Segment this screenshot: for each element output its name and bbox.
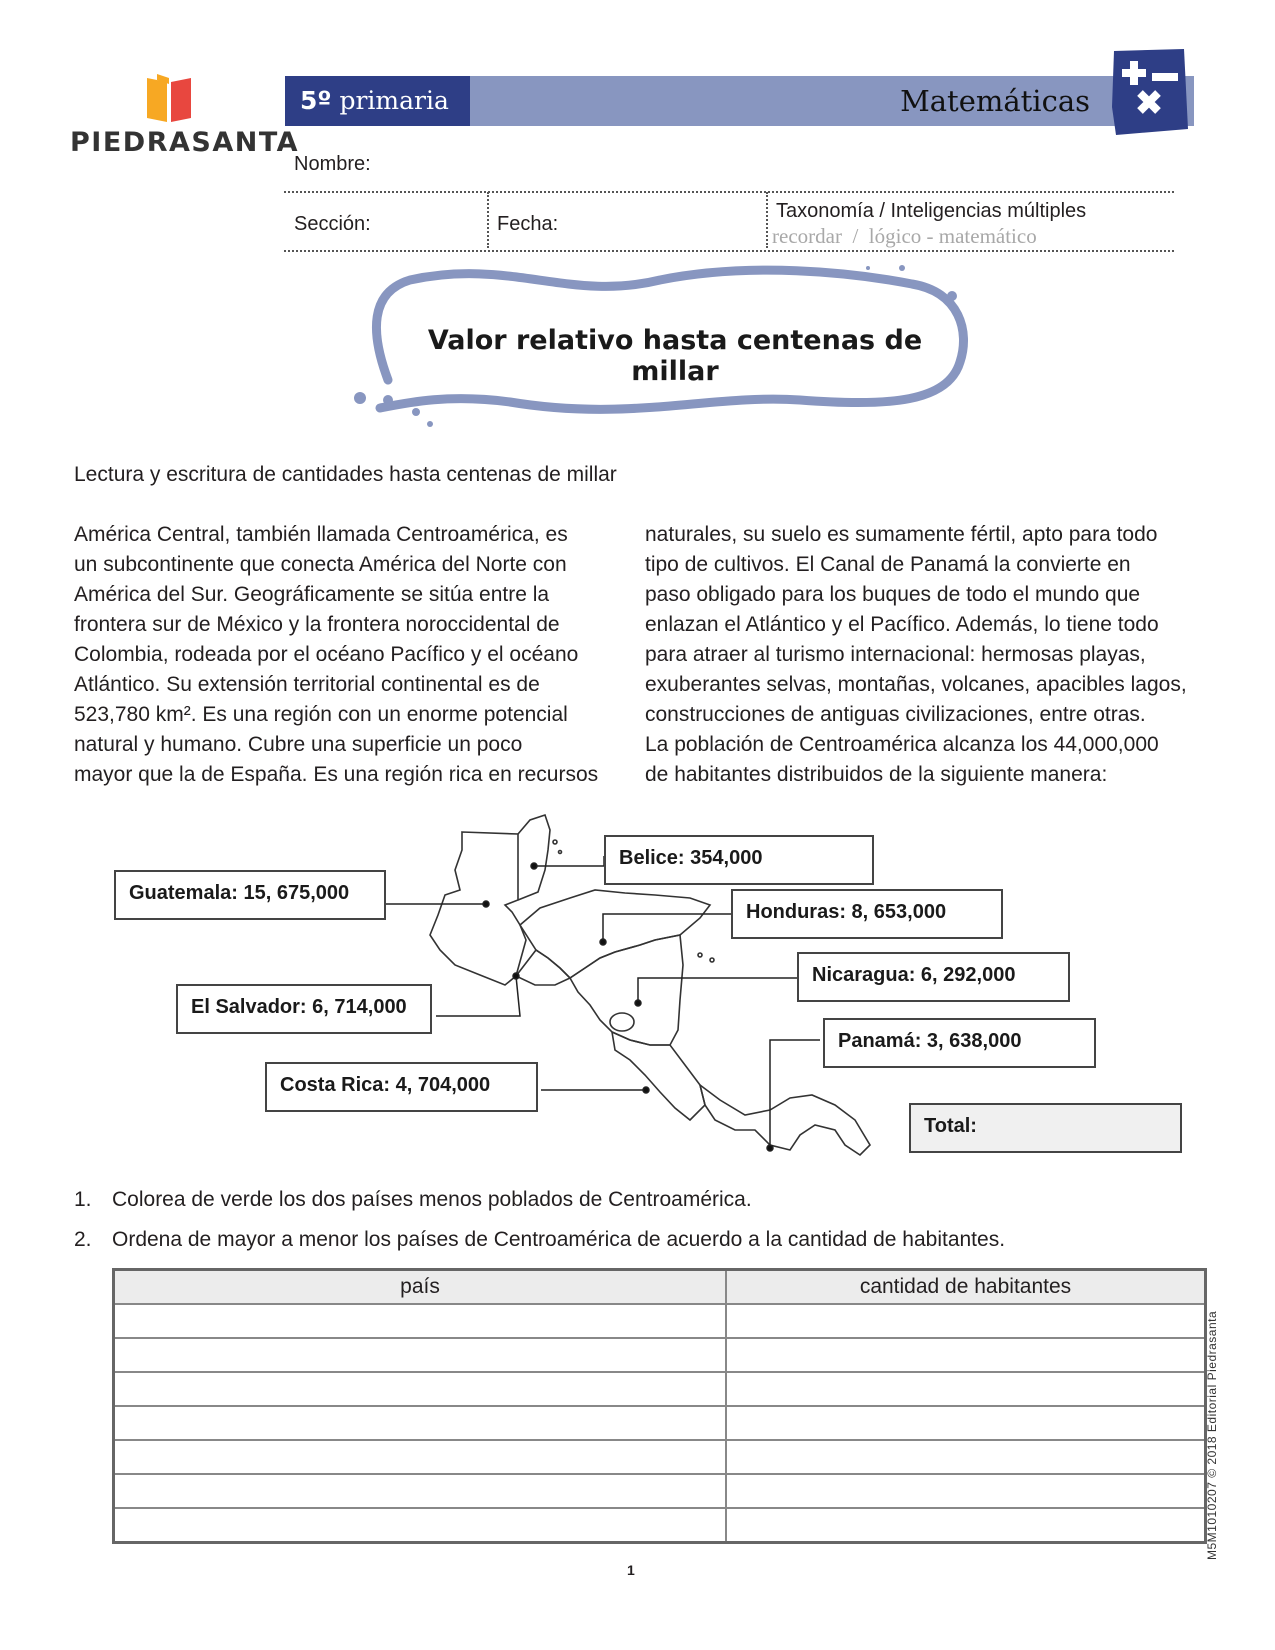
brand-name: PIEDRASANTA — [70, 127, 300, 158]
plus-minus-times-icon — [1108, 47, 1190, 137]
panama-outline — [700, 1085, 870, 1155]
piedrasanta-logo-icon — [143, 72, 195, 124]
fecha-label: Fecha: — [497, 213, 559, 235]
divider-line — [766, 192, 768, 248]
page-title: Valor relativo hasta centenas de millar — [427, 325, 923, 387]
habitantes-cell[interactable] — [726, 1508, 1206, 1543]
habitantes-cell[interactable] — [726, 1406, 1206, 1440]
text-line: La población de Centroamérica alcanza los 44,000,000 — [645, 733, 1159, 756]
label-panama: Panamá: 3, 638,000 — [823, 1018, 1096, 1068]
answer-table — [112, 1268, 1207, 1544]
pais-cell[interactable] — [114, 1474, 727, 1508]
text-line: enlazan el Atlántico y el Pacífico. Además, lo tiene todo — [645, 613, 1159, 636]
page-number: 1 — [627, 1562, 635, 1578]
activity-2 — [74, 1228, 1006, 1252]
total-field[interactable]: Total: — [909, 1103, 1182, 1153]
activity-text: Colorea de verde los dos países menos poblados de Centroamérica. — [112, 1188, 752, 1211]
activity-number: 1. — [74, 1188, 92, 1211]
activity-text: Ordena de mayor a menor los países de Centroamérica de acuerdo a la cantidad de habitantes. — [112, 1228, 1006, 1251]
grade-word: primaria — [339, 86, 449, 115]
table-header-row — [114, 1270, 1206, 1305]
nombre-label: Nombre: — [294, 153, 371, 175]
label-belice: Belice: 354,000 — [604, 835, 874, 885]
reading-left-column — [74, 520, 614, 790]
costa-rica-outline — [612, 1032, 705, 1120]
table-row — [114, 1338, 1206, 1372]
honduras-outline — [520, 890, 710, 978]
text-line: exuberantes selvas, montañas, volcanes, apacibles lagos, — [645, 673, 1187, 696]
pais-cell[interactable] — [114, 1304, 727, 1338]
activity-number: 2. — [74, 1228, 92, 1251]
text-line: Colombia, rodeada por el océano Pacífico y el océano — [74, 643, 579, 666]
column-header-habitantes: cantidad de habitantes — [726, 1270, 1206, 1305]
nicaragua-outline — [570, 935, 683, 1045]
pais-cell[interactable] — [114, 1440, 727, 1474]
label-costa-rica: Costa Rica: 4, 704,000 — [265, 1062, 538, 1112]
habitantes-cell[interactable] — [726, 1372, 1206, 1406]
divider-line — [284, 191, 1174, 193]
habitantes-cell[interactable] — [726, 1474, 1206, 1508]
text-line: un subcontinente que conecta América del Norte con — [74, 553, 567, 576]
text-line: construcciones de antiguas civilizaciones, entre otras. — [645, 703, 1146, 726]
taxonomy-label: Taxonomía / Inteligencias múltiples — [776, 200, 1087, 222]
table-row — [114, 1304, 1206, 1338]
text-line: naturales, su suelo es sumamente fértil, apto para todo — [645, 523, 1158, 546]
label-honduras: Honduras: 8, 653,000 — [731, 889, 1003, 939]
label-nicaragua: Nicaragua: 6, 292,000 — [797, 952, 1070, 1002]
table-row — [114, 1474, 1206, 1508]
divider-line — [487, 192, 489, 248]
column-header-pais: país — [114, 1270, 727, 1305]
pais-cell[interactable] — [114, 1406, 727, 1440]
reading-right-column — [645, 520, 1205, 790]
text-line: 523,780 km². Es una región con un enorme potencial — [74, 703, 568, 726]
text-line: Atlántico. Su extensión territorial continental es de — [74, 673, 540, 696]
text-line: natural y humano. Cubre una superficie un poco — [74, 733, 523, 756]
label-guatemala: Guatemala: 15, 675,000 — [114, 870, 386, 920]
taxonomy-values: recordar / lógico - matemático — [772, 224, 1037, 248]
grade-badge — [285, 76, 470, 126]
divider-line — [284, 250, 1174, 252]
table-row — [114, 1508, 1206, 1543]
table-row — [114, 1372, 1206, 1406]
pais-cell[interactable] — [114, 1338, 727, 1372]
text-line: frontera sur de México y la frontera noroccidental de — [74, 613, 560, 636]
text-line: tipo de cultivos. El Canal de Panamá la convierte en — [645, 553, 1131, 576]
text-line: América del Sur. Geográficamente se sitúa entre la — [74, 583, 550, 606]
habitantes-cell[interactable] — [726, 1338, 1206, 1372]
guatemala-outline — [430, 832, 526, 985]
label-el-salvador: El Salvador: 6, 714,000 — [176, 984, 432, 1034]
habitantes-cell[interactable] — [726, 1304, 1206, 1338]
pais-cell[interactable] — [114, 1372, 727, 1406]
belize-outline — [518, 815, 550, 900]
text-line: para atraer al turismo internacional: hermosas playas, — [645, 643, 1146, 666]
text-line: América Central, también llamada Centroamérica, es — [74, 523, 568, 546]
text-line: de habitantes distribuidos de la siguiente manera: — [645, 763, 1108, 786]
table-row — [114, 1406, 1206, 1440]
text-line: mayor que la de España. Es una región rica en recursos — [74, 763, 599, 786]
section-subtitle: Lectura y escritura de cantidades hasta centenas de millar — [74, 463, 617, 486]
seccion-label: Sección: — [294, 213, 371, 235]
grade-number: 5º — [300, 86, 332, 115]
activity-1 — [74, 1188, 752, 1212]
pais-cell[interactable] — [114, 1508, 727, 1543]
subject-title: Matemáticas — [900, 84, 1090, 118]
copyright-note: M5M1010207 © 2018 Editorial Piedrasanta — [1205, 1310, 1219, 1560]
habitantes-cell[interactable] — [726, 1440, 1206, 1474]
table-row — [114, 1440, 1206, 1474]
text-line: paso obligado para los buques de todo el mundo que — [645, 583, 1141, 606]
lake-nicaragua — [610, 1013, 634, 1031]
el-salvador-outline — [516, 950, 570, 985]
